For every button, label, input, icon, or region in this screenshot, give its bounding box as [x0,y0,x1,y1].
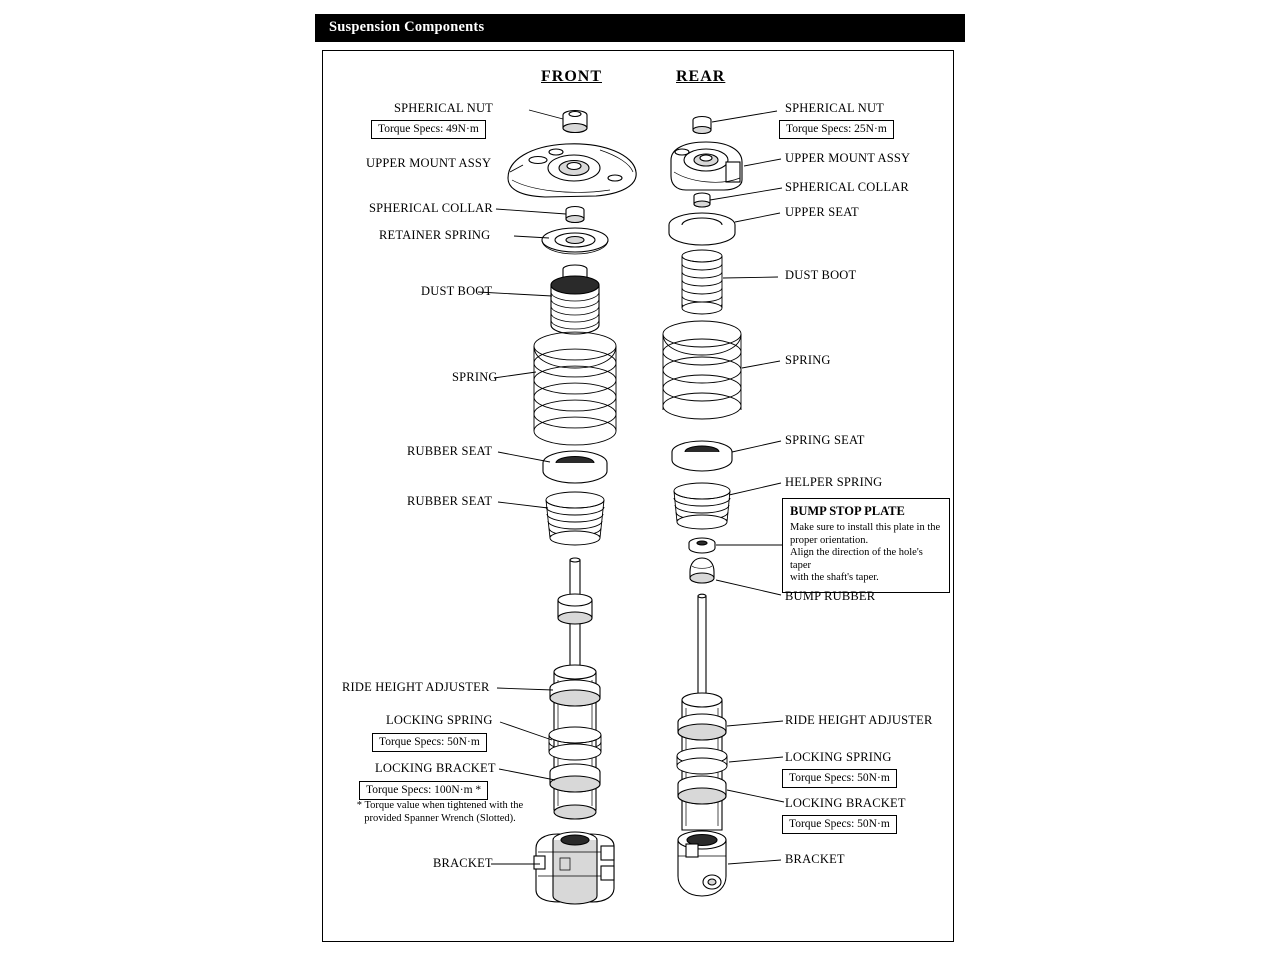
label-front-spherical-collar: SPHERICAL COLLAR [369,201,493,215]
label-rear-locking-bracket: LOCKING BRACKET [785,796,906,810]
torque-front-locking-bracket: Torque Specs: 100N·m * [359,781,488,800]
torque-rear-spherical-nut: Torque Specs: 25N·m [779,120,894,139]
column-heading-rear: REAR [676,68,726,85]
header-bar [315,14,965,42]
label-rear-locking-spring: LOCKING SPRING [785,750,892,764]
label-front-dust-boot: DUST BOOT [421,284,493,298]
label-front-spherical-nut: SPHERICAL NUT [394,101,494,115]
torque-front-spherical-nut: Torque Specs: 49N·m [371,120,486,139]
torque-rear-locking-bracket: Torque Specs: 50N·m [782,815,897,834]
label-rear-spherical-nut: SPHERICAL NUT [785,101,885,115]
torque-front-locking-spring: Torque Specs: 50N·m [372,733,487,752]
bump-stop-plate-note [782,498,950,593]
label-rear-ride-height-adjuster: RIDE HEIGHT ADJUSTER [785,713,933,727]
label-rear-upper-mount-assy: UPPER MOUNT ASSY [785,151,911,165]
label-front-rubber-seat-lower: RUBBER SEAT [407,494,493,508]
column-heading-front: FRONT [541,68,602,85]
label-rear-helper-spring: HELPER SPRING [785,475,883,489]
bump-stop-plate-note-line2: proper orientation. [790,534,869,546]
torque-rear-locking-spring: Torque Specs: 50N·m [782,769,897,788]
front-footnote-line2: provided Spanner Wrench (Slotted). [364,813,516,824]
label-front-locking-bracket: LOCKING BRACKET [375,761,496,775]
bump-stop-plate-note-line4: with the shaft's taper. [790,572,879,583]
bump-stop-plate-note-line1: Make sure to install this plate in the [790,522,941,533]
bump-stop-plate-note-title: BUMP STOP PLATE [790,504,905,518]
page-title: Suspension Components [329,19,485,35]
label-front-rubber-seat-upper: RUBBER SEAT [407,444,493,458]
bump-stop-plate-note-line3: Align the direction of the hole's taper [790,547,923,571]
label-rear-bump-rubber: BUMP RUBBER [785,589,876,603]
front-footnote [340,799,540,825]
label-rear-spring: SPRING [785,353,831,367]
label-front-spring: SPRING [452,370,498,384]
label-front-bracket: BRACKET [433,856,493,870]
label-rear-bracket: BRACKET [785,852,845,866]
label-front-ride-height-adjuster: RIDE HEIGHT ADJUSTER [342,680,490,694]
label-rear-spring-seat: SPRING SEAT [785,433,865,447]
label-rear-dust-boot: DUST BOOT [785,268,857,282]
label-front-upper-mount-assy: UPPER MOUNT ASSY [366,156,492,170]
label-front-retainer-spring: RETAINER SPRING [379,228,491,242]
label-rear-upper-seat: UPPER SEAT [785,205,859,219]
front-footnote-line1: * Torque value when tightened with the [356,800,524,811]
label-front-locking-spring: LOCKING SPRING [386,713,493,727]
label-rear-spherical-collar: SPHERICAL COLLAR [785,180,909,194]
